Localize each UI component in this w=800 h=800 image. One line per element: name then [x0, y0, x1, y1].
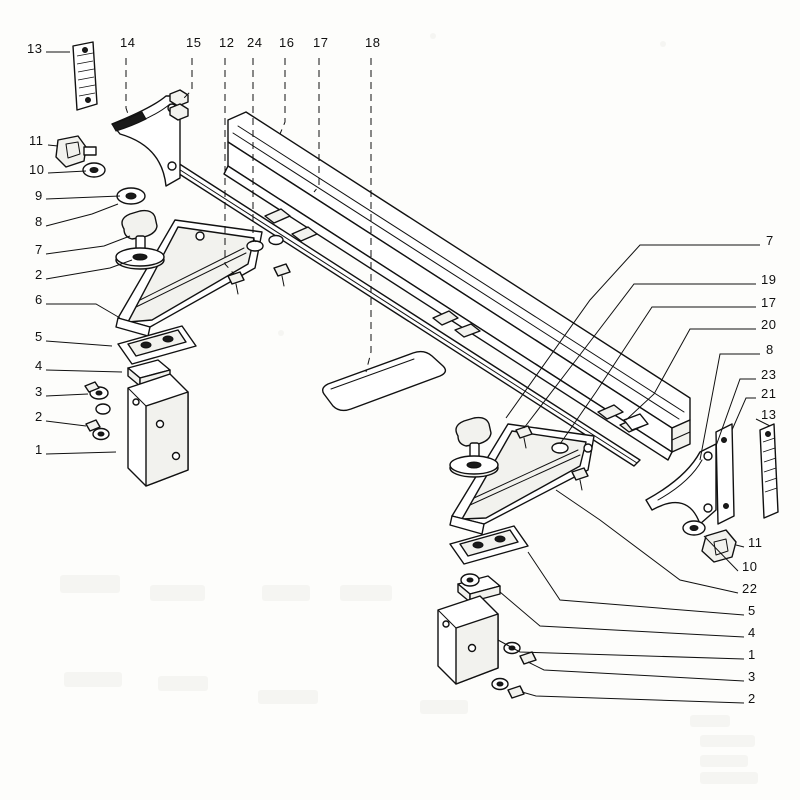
mounting-bracket-left: [128, 374, 188, 486]
callout-1-right: 1: [748, 647, 756, 662]
callout-24-top: 24: [247, 35, 263, 50]
callout-5-right: 5: [748, 603, 756, 618]
callout-3-right: 3: [748, 669, 756, 684]
callout-4-right: 4: [748, 625, 756, 640]
callout-5-left: 5: [35, 329, 43, 344]
callout-10-left: 10: [29, 162, 45, 177]
fence-rail-assembly: [224, 112, 690, 460]
pivot-boss-left: [83, 163, 145, 204]
callout-3-left: 3: [35, 384, 43, 399]
callout-2-right: 2: [748, 691, 756, 706]
callout-19-right: 19: [761, 272, 777, 287]
curved-quadrant-right: [646, 444, 716, 524]
callout-1-left: 1: [35, 442, 43, 457]
fasteners-left: [85, 382, 110, 440]
callout-10-right: 10: [742, 559, 758, 574]
slide-plate-left: [118, 326, 196, 364]
callout-8-right: 8: [766, 342, 774, 357]
callout-20-right: 20: [761, 317, 777, 332]
face-plate-part: [323, 352, 446, 411]
callout-22-right: 22: [742, 581, 758, 596]
callout-11-left: 11: [29, 133, 44, 148]
lock-knob-left: [56, 136, 96, 167]
callout-21-right: 21: [761, 386, 777, 401]
callout-17-right: 17: [761, 295, 777, 310]
callout-2-left: 2: [35, 267, 43, 282]
callout-11-right: 11: [748, 535, 763, 550]
callout-12-top: 12: [219, 35, 235, 50]
callout-9-left: 9: [35, 188, 43, 203]
callout-15-top: 15: [186, 35, 202, 50]
callout-7-left: 7: [35, 242, 43, 257]
clamp-knob-left: [116, 211, 164, 269]
scale-strip-left: [73, 42, 97, 110]
callout-13-top: 13: [27, 41, 43, 56]
clamp-knob-right: [450, 418, 498, 477]
callout-18-top: 18: [365, 35, 381, 50]
callout-23-right: 23: [761, 367, 777, 382]
scale-strip-right: [760, 424, 778, 518]
callout-13-right: 13: [761, 407, 777, 422]
mounting-bracket-right: [438, 596, 498, 684]
callout-16-top: 16: [279, 35, 295, 50]
callout-7-right: 7: [766, 233, 774, 248]
callout-2b-left: 2: [35, 409, 43, 424]
callout-4-left: 4: [35, 358, 43, 373]
callout-14-top: 14: [120, 35, 136, 50]
callout-6-left: 6: [35, 292, 43, 307]
callout-8-left: 8: [35, 214, 43, 229]
guide-rod-part: [170, 163, 640, 466]
callout-17-top: 17: [313, 35, 329, 50]
slide-plate-right: [450, 526, 528, 564]
